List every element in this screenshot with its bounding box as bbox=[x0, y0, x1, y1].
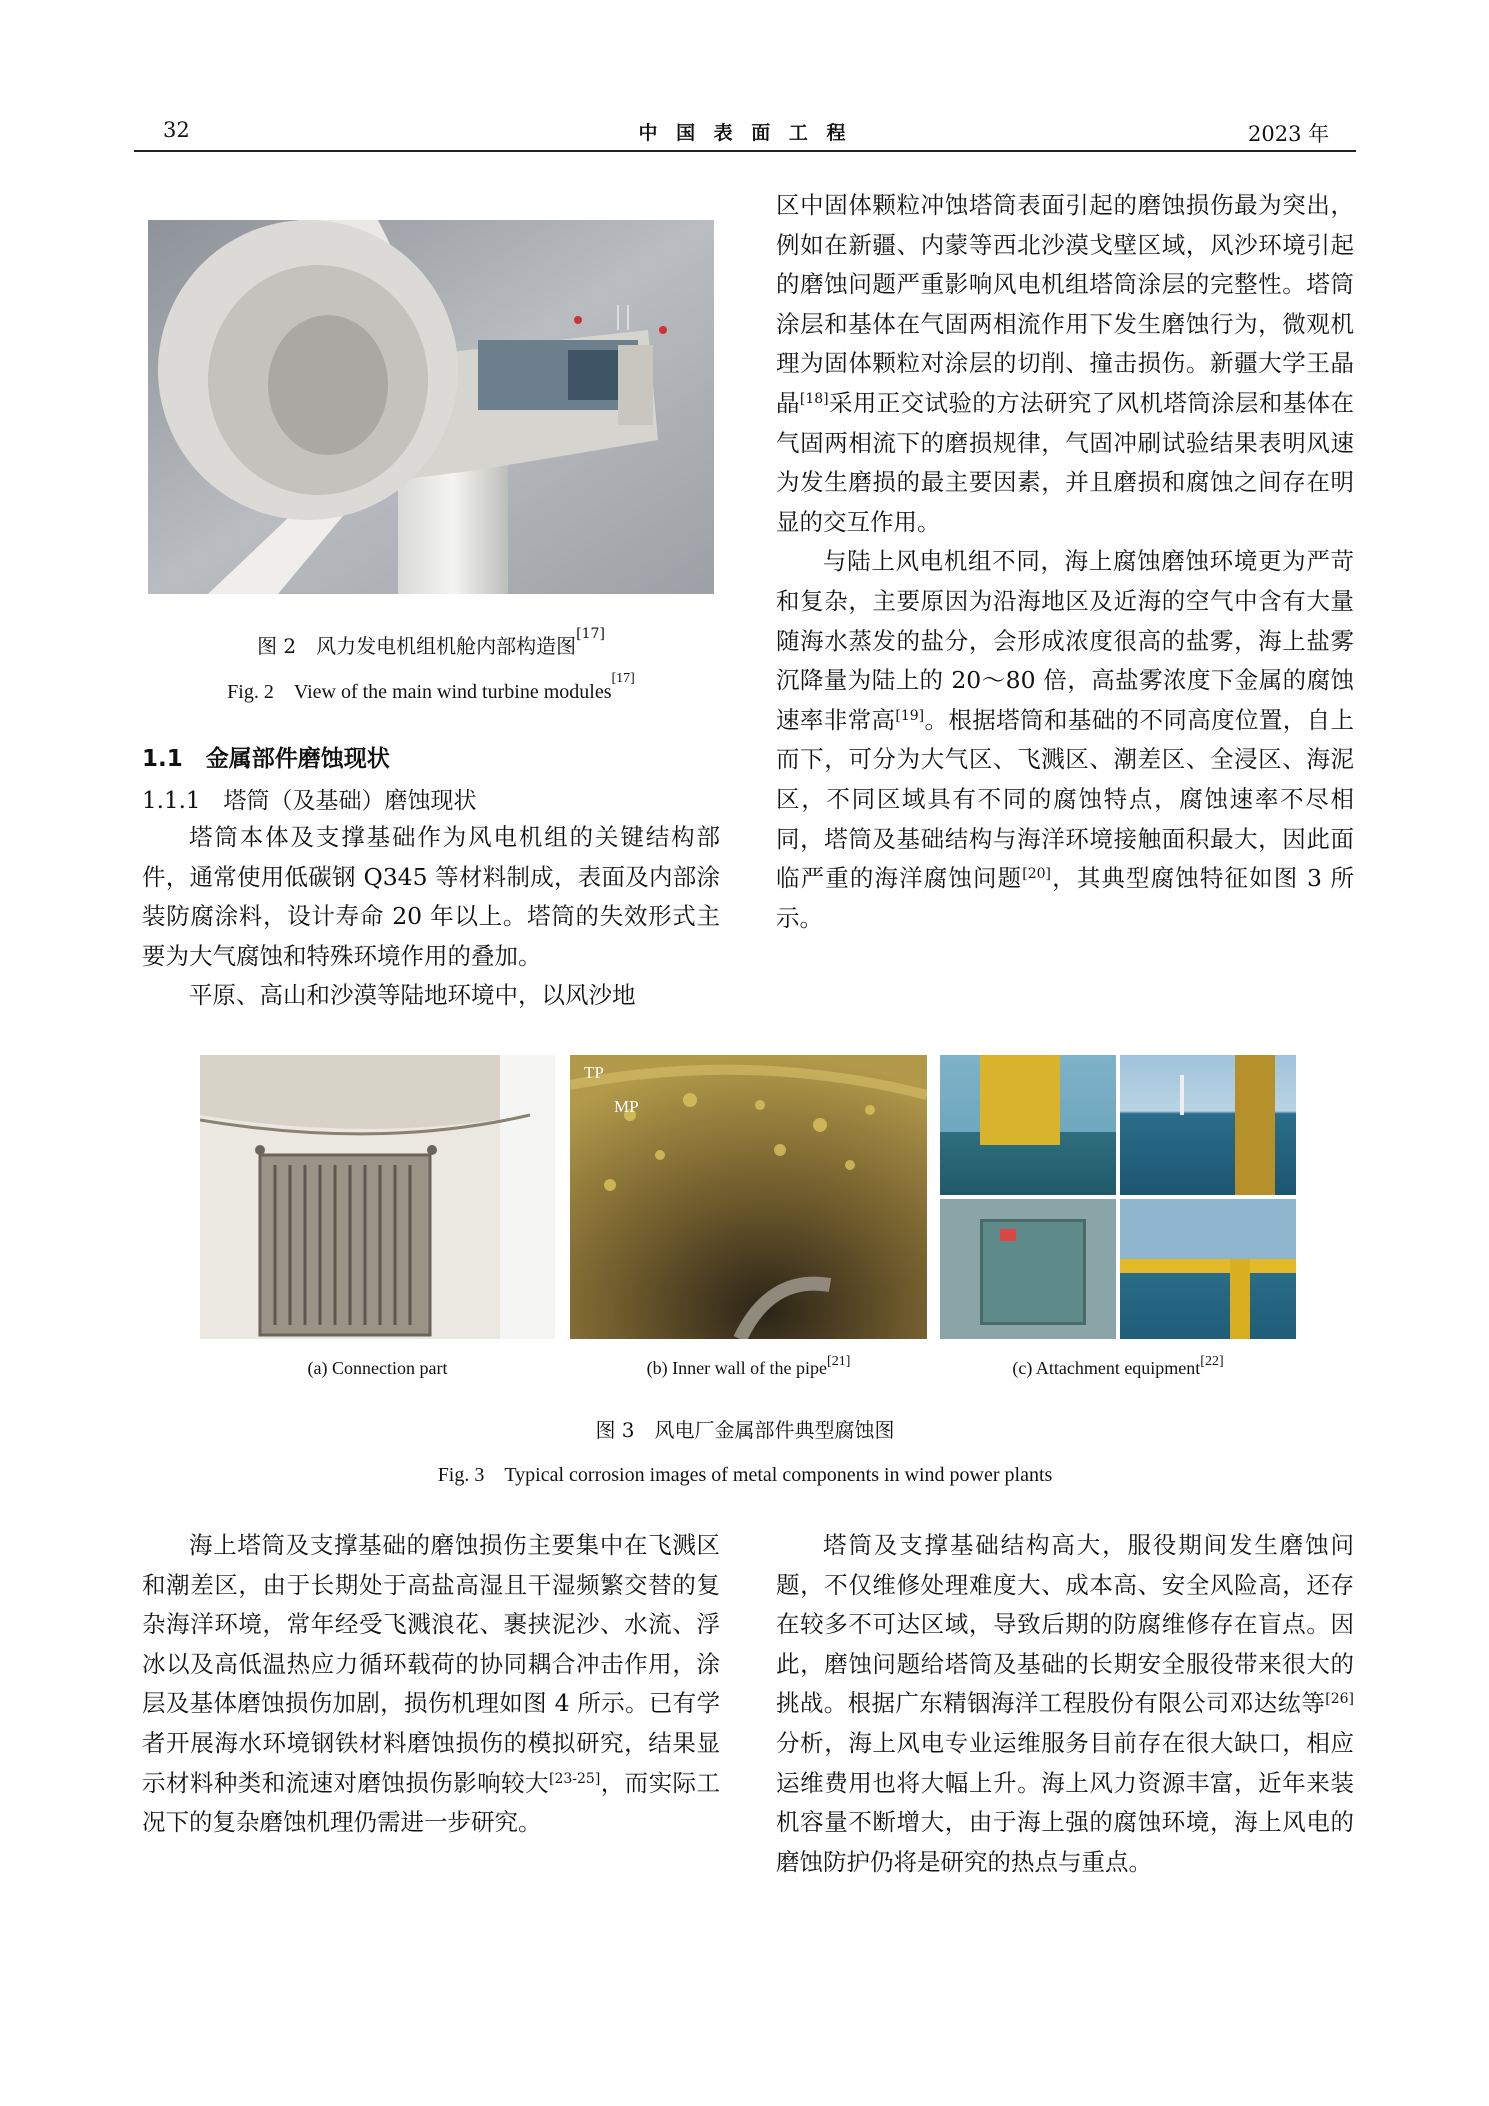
text-run: 区中固体颗粒冲蚀塔筒表面引起的磨蚀损伤最为突出，例如在新疆、内蒙等西北沙漠戈壁区域，风沙环境引起的磨蚀问题严重影响风电机组塔筒涂层的完整性。塔筒涂层和基体在气固两相流作用下发生磨蚀行为，微观机理为固体颗粒对涂层的切削、撞击损伤。新疆大学王晶晶 bbox=[776, 191, 1354, 417]
wind-turbine-nacelle-image bbox=[148, 220, 714, 594]
page-number: 32 bbox=[163, 118, 190, 142]
photo-yellow-railing bbox=[1120, 1199, 1296, 1339]
text-run: 。根据塔筒和基础的不同高度位置，自上而下，可分为大气区、飞溅区、潮差区、全浸区、海泥区，不同区域具有不同的腐蚀特点，腐蚀速率不尽相同，塔筒及基础结构与海洋环境接触面积最大，因此面临严重的海洋腐蚀问题 bbox=[776, 705, 1355, 893]
section-heading: 1.1 金属部件磨蚀现状 bbox=[142, 746, 390, 772]
photo-electrical-box bbox=[940, 1199, 1116, 1339]
text-run: 分析，海上风电专业运维服务目前存在很大缺口，相应运维费用也将大幅上升。海上风力资源丰富，近年来装机容量不断增大，由于海上强的腐蚀环境，海上风电的磨蚀防护仍将是研究的热点与重点。 bbox=[776, 1728, 1354, 1876]
figure3-caption-cn: 图 3 风电厂金属部件典型腐蚀图 bbox=[595, 1418, 895, 1442]
figure3-caption-en: Fig. 3 Typical corrosion images of metal components in wind power plants bbox=[437, 1464, 1053, 1486]
figure3-subcaption-b-text: (b) Inner wall of the pipe bbox=[646, 1358, 828, 1378]
paragraph bbox=[776, 186, 1354, 542]
citation: [20] bbox=[1022, 866, 1051, 883]
figure2-caption-en-text: Fig. 2 View of the main wind turbine modules bbox=[227, 681, 612, 703]
figure3-subcaption-c-text: (c) Attachment equipment bbox=[1012, 1358, 1201, 1378]
pipe-inner-wall-image bbox=[570, 1055, 927, 1339]
paragraph bbox=[776, 1526, 1354, 1882]
left-column-text bbox=[142, 818, 720, 1016]
paragraph: 塔筒本体及支撑基础作为风电机组的关键结构部件，通常使用低碳钢 Q345 等材料制成，表面及内部涂装防腐涂料，设计寿命 20 年以上。塔筒的失效形式主要为大气腐蚀和特殊环境作用的叠加。 bbox=[142, 823, 720, 970]
subsection-heading: 1.1.1 塔筒（及基础）磨蚀现状 bbox=[142, 788, 477, 814]
citation: [19] bbox=[895, 707, 925, 724]
citation: [22] bbox=[1200, 1354, 1224, 1369]
mp-label: MP bbox=[614, 1097, 639, 1116]
text-run: ，其典型腐蚀特征如图 3 所示。 bbox=[776, 864, 1354, 932]
citation: [18] bbox=[799, 390, 829, 407]
connection-part-image bbox=[200, 1055, 555, 1339]
photo-yellow-pile bbox=[940, 1055, 1116, 1195]
citation: [17] bbox=[611, 671, 635, 686]
citation: [23-25] bbox=[549, 1770, 601, 1787]
paragraph: 平原、高山和沙漠等陆地环境中，以风沙地 bbox=[189, 981, 636, 1010]
header-rule bbox=[134, 150, 1356, 152]
text-run: 塔筒及支撑基础结构高大，服役期间发生磨蚀问题，不仅维修处理难度大、成本高、安全风险高，还存在较多不可达区域，导致后期的防腐维修存在盲点。因此，磨蚀问题给塔筒及基础的长期安全服役带来很大的挑战。根据广东精铟海洋工程股份有限公司邓达纮等 bbox=[776, 1531, 1354, 1718]
bottom-right-text bbox=[776, 1526, 1354, 1882]
figure3-subcaption-c bbox=[940, 1354, 1296, 1379]
journal-title: 中 国 表 面 工 程 bbox=[638, 122, 852, 144]
right-column-text bbox=[776, 186, 1354, 938]
citation: [17] bbox=[576, 626, 605, 642]
bottom-left-text bbox=[142, 1526, 720, 1843]
attachment-equipment-image bbox=[940, 1055, 1296, 1339]
text-run: 采用正交试验的方法研究了风机塔筒涂层和基体在气固两相流下的磨损规律，气固冲刷试验结果表明风速为发生磨损的最主要因素，并且磨损和腐蚀之间存在明显的交互作用。 bbox=[776, 388, 1355, 536]
citation: [26] bbox=[1325, 1691, 1354, 1708]
text-run: 海上塔筒及支撑基础的磨蚀损伤主要集中在飞溅区和潮差区，由于长期处于高盐高湿且干湿频繁交替的复杂海洋环境，常年经受飞溅浪花、裹挟泥沙、水流、浮冰以及高低温热应力循环载荷的协同耦合冲击作用，涂层及基体磨蚀损伤加剧，损伤机理如图 4 所示。已有学者开展海水环境钢铁材料磨蚀损伤的模拟研究，结果显示材料种类和流速对磨蚀损伤影响较大 bbox=[142, 1531, 720, 1797]
paragraph bbox=[142, 1526, 720, 1843]
figure2-caption-cn bbox=[148, 626, 714, 659]
paragraph bbox=[776, 542, 1354, 938]
text-run: ，而实际工况下的复杂磨蚀机理仍需进一步研究。 bbox=[142, 1768, 721, 1837]
citation: [21] bbox=[827, 1354, 851, 1369]
year-label: 2023 年 bbox=[1248, 122, 1330, 146]
figure3-subcaption-a: (a) Connection part bbox=[307, 1358, 448, 1378]
figure3-subcaption-b bbox=[570, 1354, 927, 1379]
photo-offshore-turbine bbox=[1120, 1055, 1296, 1195]
figure2-caption-cn-text: 图 2 风力发电机组机舱内部构造图 bbox=[257, 634, 577, 658]
text-run: 与陆上风电机组不同，海上腐蚀磨蚀环境更为严苛和复杂，主要原因为沿海地区及近海的空气中含有大量随海水蒸发的盐分，会形成浓度很高的盐雾，海上盐雾沉降量为陆上的 20～80 倍，高盐雾浓度下金属的腐蚀速率非常高 bbox=[776, 547, 1354, 734]
tp-label: TP bbox=[584, 1063, 604, 1082]
figure2-caption-en bbox=[148, 671, 714, 704]
